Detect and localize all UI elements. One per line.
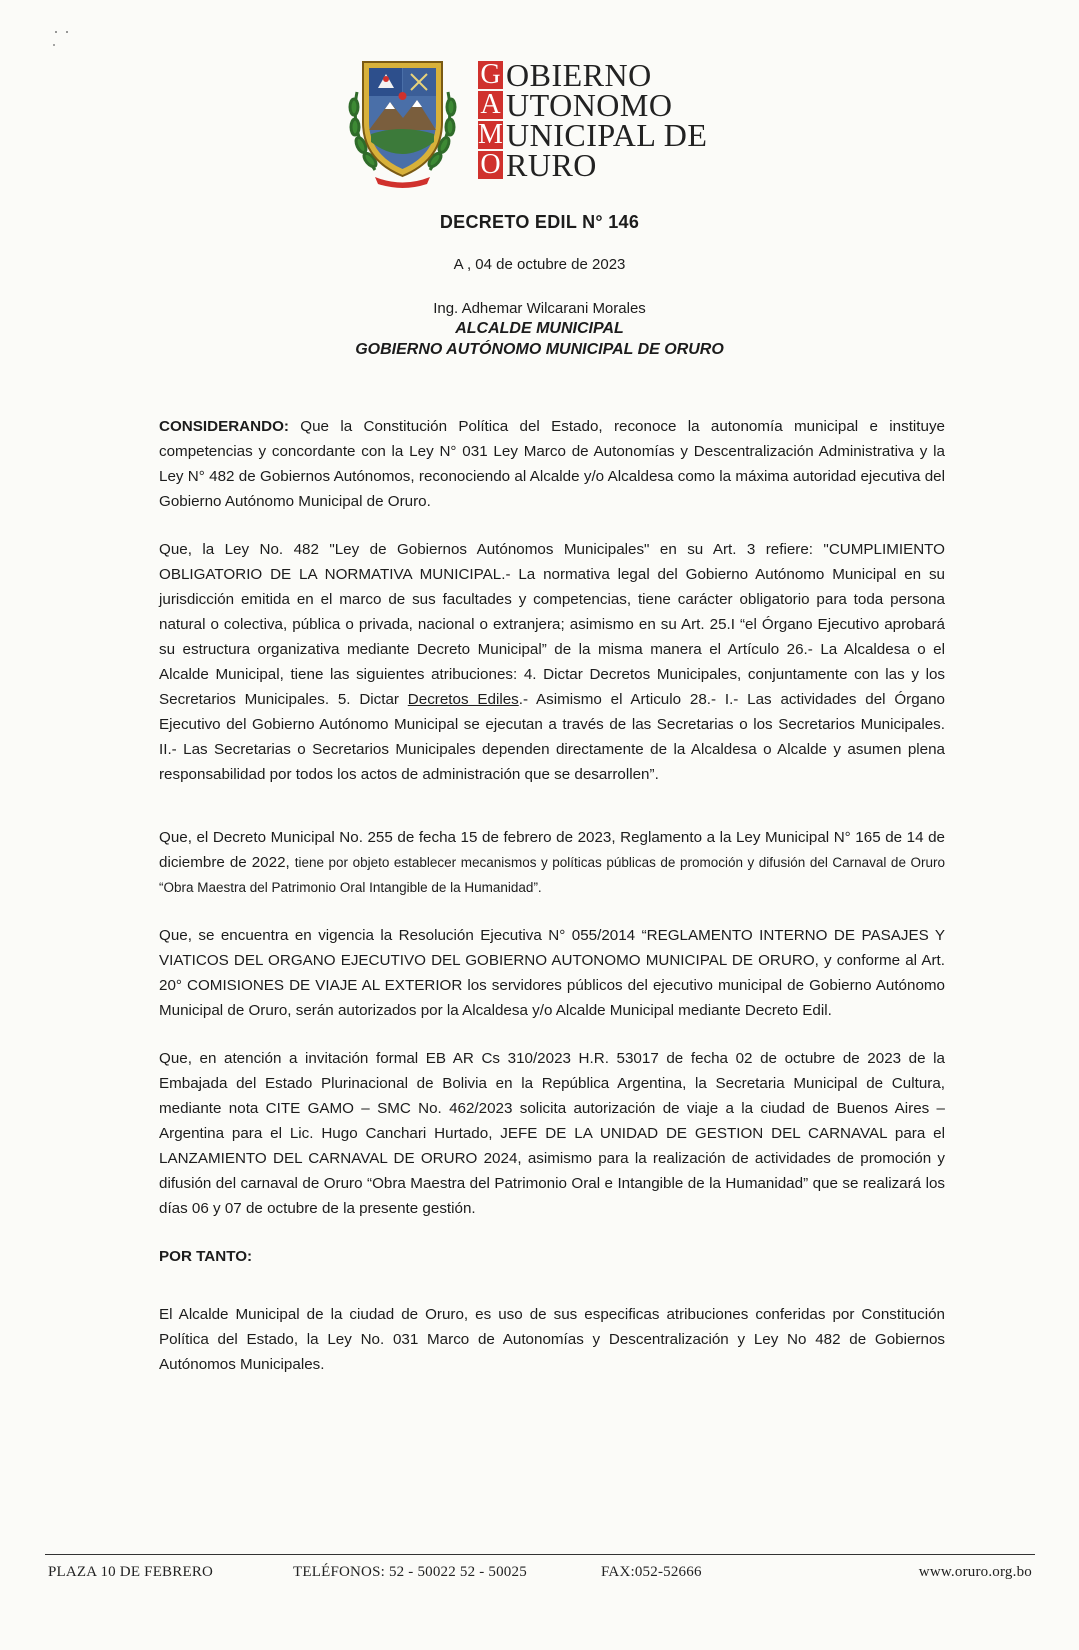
footer-divider — [45, 1554, 1035, 1555]
acrostic-letter: O — [478, 151, 503, 179]
acrostic-letter: M — [478, 119, 503, 150]
footer-website[interactable]: www.oruro.org.bo — [918, 1564, 1032, 1580]
coat-of-arms-icon — [345, 52, 460, 192]
footer-phones: TELÉFONOS: 52 - 50022 52 - 50025 — [293, 1564, 527, 1580]
acrostic-word: UNICIPAL DE — [506, 117, 708, 153]
acrostic-letter: G — [478, 61, 503, 89]
paragraph-text: El Alcalde Municipal de la ciudad de Oruro, es uso de sus especificas atribuciones conferidas por Constitución Política del Estado, la Ley No. 031 Marco de Autonomías y Descentralización y Ley No 482 de Gobiernos Autónomos Municipales. — [159, 1306, 945, 1373]
decree-body — [159, 414, 945, 1400]
acrostic-title — [478, 57, 708, 183]
paragraph-text: Que, en atención a invitación formal EB AR Cs 310/2023 H.R. 53017 de fecha 02 de octubre de 2023 de la Embajada del Estado Plurinacional de Bolivia en la República Argentina, la Secretaria Municipal de Cultura, mediante nota CITE GAMO – SMC No. 462/2023 solicita autorización de viaje a la ciudad de Buenos Aires – Argentina para el Lic. Hugo Canchari Hurtado, JEFE DE LA UNIDAD DE GESTION DEL CARNAVAL para el LANZAMIENTO DEL CARNAVAL DE ORURO 2024, asimismo para la realización de actividades de promoción y difusión del carnaval de Oruro “Obra Maestra del Patrimonio Oral e Intangible de la Humanidad” que se realizará los días 06 y 07 de octubre de la presente gestión. — [159, 1050, 945, 1217]
paragraph-text: .- Asimismo el Articulo 28.- I.- Las actividades del Órgano Ejecutivo del Gobierno Autónomo Municipal se ejecutan a través de las Secretarias o los Secretarios Municipales. II.- Las Secretarias o Secretarios Municipales dependen directamente de la Alcaldesa o Alcalde y asumen plena responsabilidad por todos los actos de administración que se desarrollen”. — [159, 691, 945, 783]
decree-date: A , 04 de octubre de 2023 — [453, 256, 626, 273]
acrostic-row — [478, 57, 707, 93]
acrostic-word: OBIERNO — [506, 57, 652, 93]
acrostic-word: RURO — [506, 147, 597, 183]
paragraph-text: Que, el Decreto Municipal No. 255 de fecha 15 de febrero de 2023, Reglamento a la Ley Municipal N° 165 de 14 de diciembre de 2022, — [159, 829, 945, 871]
margin-mark — [52, 28, 70, 48]
paragraph-decreto-255 — [159, 825, 945, 900]
municipal-logo — [345, 52, 745, 202]
footer-address: PLAZA 10 DE FEBRERO — [48, 1564, 214, 1580]
paragraph-alcalde — [159, 1302, 945, 1377]
authority-name: Ing. Adhemar Wilcarani Morales — [433, 300, 646, 317]
acrostic-word: UTONOMO — [506, 87, 673, 123]
paragraph-text: tiene por objeto establecer mecanismos y políticas públicas de promoción y difusión del Carnaval de Oruro “Obra Maestra del Patrimonio Oral Intangible de la Humanidad”. — [159, 855, 945, 895]
paragraph-text: Que la Constitución Política del Estado, reconoce la autonomía municipal e instituye competencias y concordante con la Ley N° 031 Ley Marco de Autonomías y Descentralización Administrativa y la Ley N° 482 de Gobiernos Autónomos, reconociendo al Alcalde y/o Alcaldesa como la máxima autoridad ejecutiva del Gobierno Autónomo Municipal de Oruro. — [159, 418, 945, 510]
footer-fax: FAX:052-52666 — [601, 1564, 702, 1580]
authority-entity: GOBIERNO AUTÓNOMO MUNICIPAL DE ORURO — [355, 341, 724, 358]
authority-role: ALCALDE MUNICIPAL — [455, 320, 624, 337]
issuing-authority — [0, 300, 1079, 359]
acrostic-letter: A — [478, 91, 503, 119]
acrostic-row — [478, 147, 707, 183]
acrostic-row — [478, 87, 707, 123]
paragraph-invitacion — [159, 1046, 945, 1221]
paragraph-text: Que, se encuentra en vigencia la Resolución Ejecutiva N° 055/2014 “REGLAMENTO INTERNO DE PASAJES Y VIATICOS DEL ORGANO EJECUTIVO DEL GOBIERNO AUTONOMO MUNICIPAL DE ORURO, y conforme al Art. 20° COMISIONES DE VIAJE AL EXTERIOR los servidores públicos del ejecutivo municipal de Gobierno Autónomo Municipal de Oruro, serán autorizados por la Alcaldesa y/o Alcalde Municipal mediante Decreto Edil. — [159, 927, 945, 1019]
decree-title: DECRETO EDIL N° 146 — [439, 212, 640, 232]
paragraph-text: Que, la Ley No. 482 "Ley de Gobiernos Autónomos Municipales" en su Art. 3 refiere: "CUMPLIMIENTO OBLIGATORIO DE LA NORMATIVA MUNICIPAL.- La normativa legal del Gobierno Autónomo Municipal en su jurisdicción emitida en el marco de sus facultades y competencias, tiene carácter obligatorio para toda persona natural o colectiva, pública o privada, nacional o extranjera; asimismo en su Art. 25.I “el Órgano Ejecutivo aprobará su estructura organizativa mediante Decreto Municipal” de la misma manera el Artículo 26.- La Alcaldesa o el Alcalde Municipal, tiene las siguientes atribuciones: 4. Dictar Decretos Municipales, conjuntamente con las y los Secretarios Municipales. 5. Dictar — [159, 541, 945, 708]
paragraph-considerando — [159, 414, 945, 514]
section-por-tanto: POR TANTO: — [159, 1248, 253, 1265]
acrostic-row — [478, 117, 708, 153]
paragraph-ley-482 — [159, 537, 945, 787]
paragraph-resolucion — [159, 923, 945, 1023]
section-lead: CONSIDERANDO: — [159, 418, 289, 435]
underlined-term: Decretos Ediles — [407, 691, 519, 708]
